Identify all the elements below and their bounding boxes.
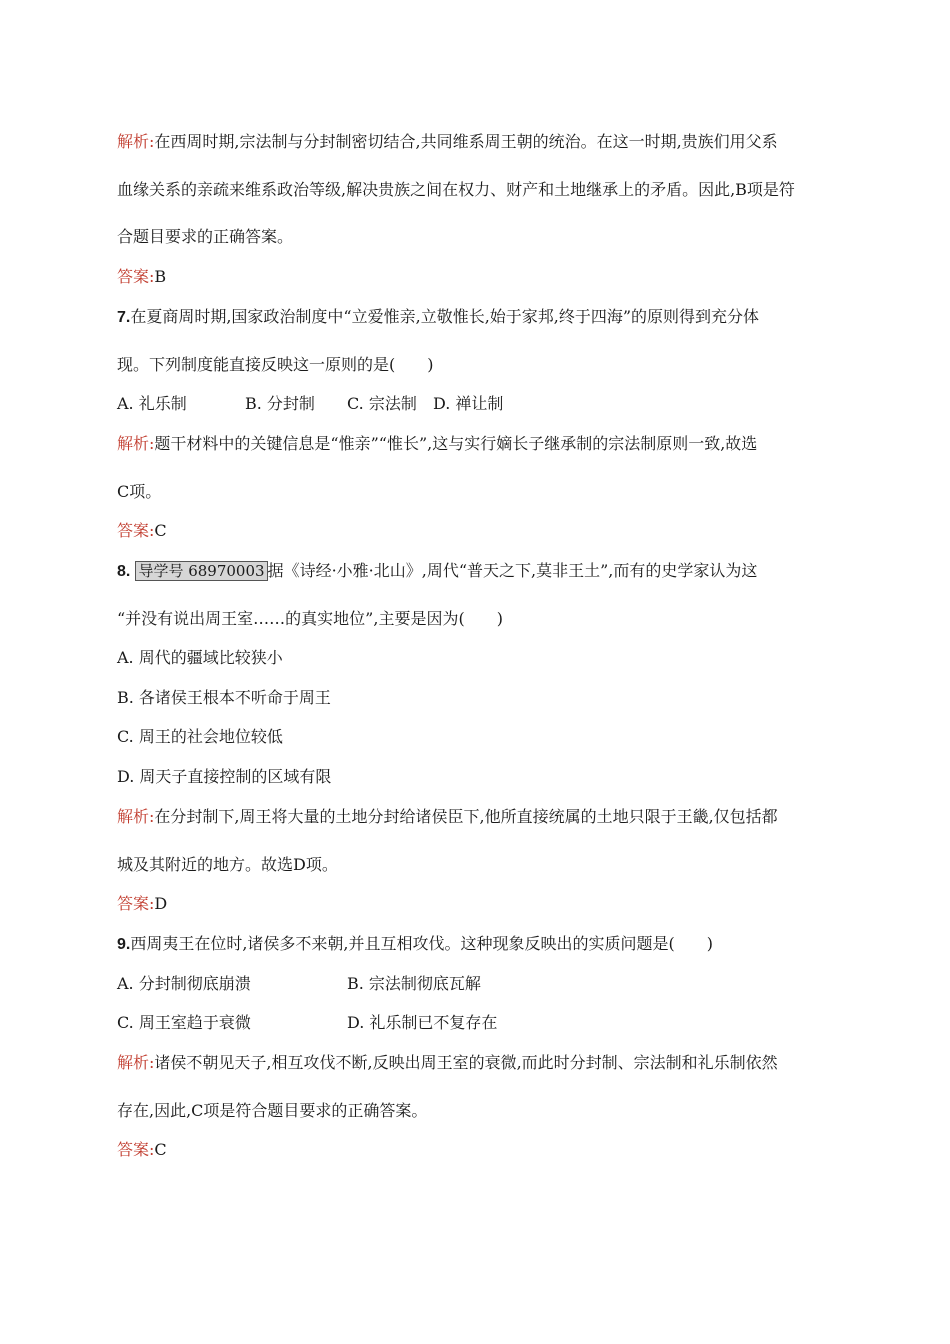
analysis-line: 血缘关系的亲疏来维系政治等级,解决贵族之间在权力、财产和土地继承上的矛盾。因此,B项是符 [117, 180, 795, 199]
option-c[interactable]: C. 周王的社会地位较低 [117, 727, 283, 746]
option-a[interactable]: A. 分封制彻底崩溃 [117, 974, 251, 993]
question-8-stem-cont: “并没有说出周王室……的真实地位”,主要是因为( ) [117, 609, 503, 628]
answer-line [117, 1140, 167, 1160]
analysis-line [117, 1053, 778, 1073]
answer-label: 答案: [117, 521, 155, 540]
option-a[interactable]: A. 周代的疆域比较狭小 [117, 648, 283, 667]
analysis-label: 解析: [117, 1053, 155, 1072]
option-d[interactable]: D. 周天子直接控制的区域有限 [117, 767, 332, 786]
question-7-stem [117, 307, 759, 328]
option-b[interactable]: B. 分封制 [245, 394, 315, 413]
answer-line [117, 267, 166, 287]
analysis-label: 解析: [117, 132, 155, 151]
answer-value: C [154, 521, 167, 540]
analysis-text: 题干材料中的关键信息是“惟亲”“惟长”,这与实行嫡长子继承制的宗法制原则一致,故选 [154, 434, 758, 453]
analysis-line [117, 132, 778, 152]
answer-value: B [154, 267, 167, 286]
analysis-line: 存在,因此,C项是符合题目要求的正确答案。 [117, 1101, 428, 1120]
option-b[interactable]: B. 宗法制彻底瓦解 [347, 974, 481, 993]
guide-number-tag[interactable]: 导学号 68970003 [135, 561, 267, 581]
question-number: 7. [117, 309, 131, 326]
analysis-text: 诸侯不朝见天子,相互攻伐不断,反映出周王室的衰微,而此时分封制、宗法制和礼乐制依然 [154, 1053, 778, 1072]
question-text: 据《诗经·小雅·北山》,周代“普天之下,莫非王土”,而有的史学家认为这 [267, 561, 758, 580]
analysis-line [117, 434, 757, 454]
option-c[interactable]: C. 周王室趋于衰微 [117, 1013, 251, 1032]
option-b[interactable]: B. 各诸侯王根本不听命于周王 [117, 688, 331, 707]
question-text: 西周夷王在位时,诸侯多不来朝,并且互相攻伐。这种现象反映出的实质问题是( ) [130, 934, 714, 953]
question-text: 在夏商周时期,国家政治制度中“立爱惟亲,立敬惟长,始于家邦,终于四海”的原则得到充分体 [130, 307, 760, 326]
option-d[interactable]: D. 礼乐制已不复存在 [347, 1013, 498, 1032]
answer-label: 答案: [117, 267, 155, 286]
analysis-line [117, 807, 778, 827]
answer-line [117, 894, 167, 914]
answer-line [117, 521, 167, 541]
analysis-text: 在分封制下,周王将大量的土地分封给诸侯臣下,他所直接统属的土地只限于王畿,仅包括都 [154, 807, 778, 826]
analysis-line: 城及其附近的地方。故选D项。 [117, 855, 338, 874]
analysis-line: 合题目要求的正确答案。 [117, 227, 294, 246]
question-number: 9. [117, 936, 131, 953]
option-d[interactable]: D. 禅让制 [433, 394, 504, 413]
question-number: 8. [117, 563, 131, 580]
answer-value: C [154, 1140, 167, 1159]
option-c[interactable]: C. 宗法制 [347, 394, 417, 413]
analysis-line: C项。 [117, 482, 162, 501]
analysis-text: 在西周时期,宗法制与分封制密切结合,共同维系周王朝的统治。在这一时期,贵族们用父系 [154, 132, 778, 151]
answer-value: D [154, 894, 168, 913]
analysis-label: 解析: [117, 807, 155, 826]
answer-label: 答案: [117, 894, 155, 913]
answer-label: 答案: [117, 1140, 155, 1159]
option-a[interactable]: A. 礼乐制 [117, 394, 187, 413]
question-7-stem-cont: 现。下列制度能直接反映这一原则的是( ) [117, 355, 434, 374]
question-9-stem [117, 934, 713, 955]
question-8-stem [117, 561, 757, 582]
analysis-label: 解析: [117, 434, 155, 453]
